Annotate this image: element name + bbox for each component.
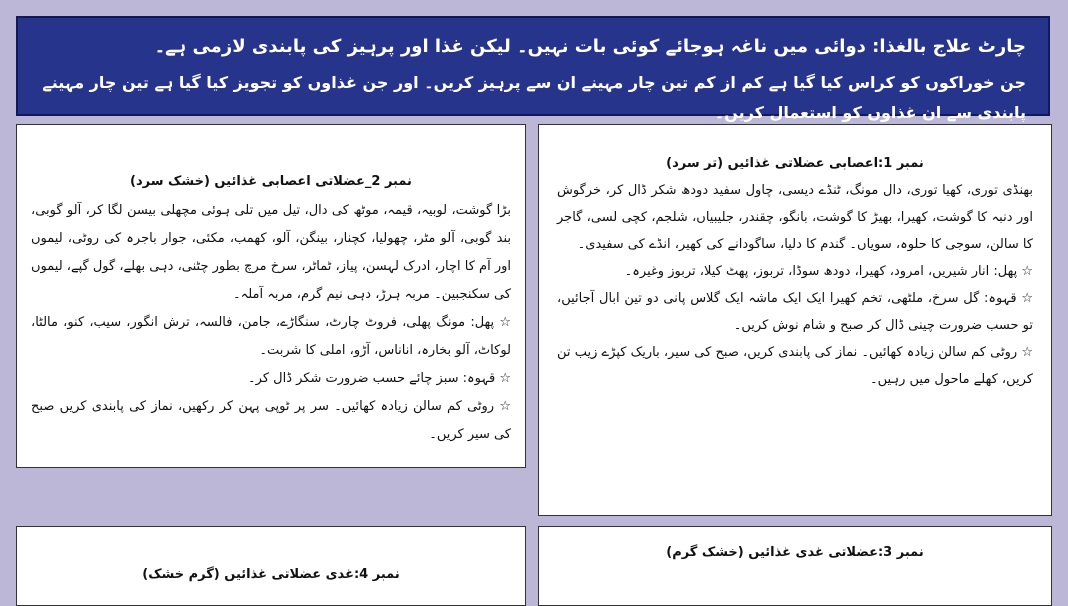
card-title: نمبر 1:اعصابی عضلاتی غذائیں (تر سرد)	[666, 156, 924, 171]
card-paragraph: ☆ قہوہ: گل سرخ، ملٹھی، تخم کھیرا ایک ایک ماشہ ایک گلاس پانی دو تین ابال آجائیں، تو حسب ضرورت چینی ڈال کر صبح و شام نوش کریں۔	[557, 291, 1033, 333]
banner-line-2: جن خوراکوں کو کراس کیا گیا ہے کم از کم تین چار مہینے ان سے پرہیز کریں۔ اور جن غذاوں کو تجویز کیا گیا ہے تین چار مہینے پابندی سے ان غذاوں کو استعمال کریں۔	[42, 73, 1026, 122]
card-title: نمبر 3:عضلاتی غدی غذائیں (خشک گرم)	[666, 545, 924, 560]
card-paragraph: ☆ روٹی کم سالن زیادہ کھائیں۔ سر پر ٹوپی پہن کر رکھیں، نماز کی پابندی کریں صبح کی سیر کریں۔	[31, 399, 511, 442]
diet-card-4	[16, 526, 526, 606]
diet-card-2	[16, 124, 526, 468]
diet-card-3	[538, 526, 1052, 606]
banner-line-1	[40, 32, 1026, 62]
diet-card-1	[538, 124, 1052, 516]
banner-line-1-text: دوائی میں ناغہ ہوجائے کوئی بات نہیں۔ لیکن غذا اور پرہیز کی پابندی لازمی ہے۔	[154, 36, 873, 57]
card-title: نمبر 4:غدی عضلاتی غذائیں (گرم خشک)	[142, 567, 400, 582]
banner-lead: چارٹ علاج بالغذا:	[872, 36, 1026, 57]
card-paragraph: بڑا گوشت، لوبیہ، قیمہ، موٹھ کی دال، تیل میں تلی ہوئی مچھلی بیسن لگا کر، آلو گوبی، بند گوبی، آلو مٹر، چھولیا، کچنار، بینگن، آلو، کھمب، مکئی، جوار باجرہ کی روٹی، لیموں اور آم کا اچار، ادرک لہسن، پیاز، ٹماٹر، سرخ مرچ بطور چٹنی، دہی بھلے، گول گپے، لیموں کی سکنجبین۔ مربہ ہرڑ، دہی نیم گرم، مربہ آملہ۔	[31, 203, 511, 302]
card-paragraph: ☆ قہوہ: سبز چائے حسب ضرورت شکر ڈال کر۔	[248, 371, 511, 386]
header-banner	[16, 16, 1050, 122]
card-title: نمبر 2_عضلاتی اعصابی غذائیں (خشک سرد)	[130, 174, 412, 189]
card-paragraph: ☆ پھل: مونگ پھلی، فروٹ چارٹ، سنگاڑے، جامن، فالسہ، ترش انگور، سیب، کنو، مالٹا، لوکاٹ، آلو بخارہ، اناناس، آڑو، املی کا شربت۔	[31, 315, 511, 358]
card-paragraph: ☆ روٹی کم سالن زیادہ کھائیں۔ نماز کی پابندی کریں، صبح کی سیر، باریک کپڑے زیب تن کریں، کھلے ماحول میں رہیں۔	[557, 345, 1033, 387]
card-paragraph: بھنڈی توری، کھیا توری، دال مونگ، ٹنڈے دیسی، چاول سفید دودھ شکر ڈال کر، خرگوش اور دنبہ کا گوشت، کھیرا، بھیڑ کا گوشت، بانگو، چقندر، جلیبیاں، شلجم، کچی لسی، گاجر کا سالن، سوجی کا حلوہ، سویاں۔ گندم کا دلیا، ساگودانے کی کھیر، انڈے کی سفیدی۔	[557, 183, 1033, 252]
card-paragraph: ☆ پھل: انار شیریں، امرود، کھیرا، دودھ سوڈا، تربوز، پھٹ کیلا، تربوز وغیرہ۔	[624, 264, 1033, 279]
